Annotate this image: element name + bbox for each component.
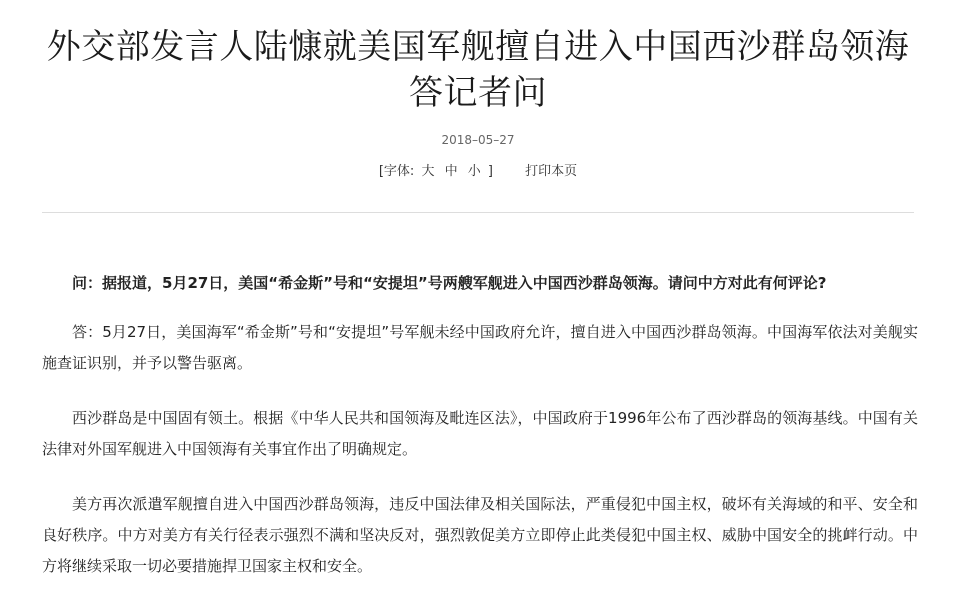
article-title: 外交部发言人陆慷就美国军舰擅自进入中国西沙群岛领海答记者问 [46,27,910,113]
body-paragraph: 西沙群岛是中国固有领土。根据《中华人民共和国领海及毗连区法》，中国政府于1996年公布了西沙群岛的领海基线。中国有关法律对外国军舰进入中国领海有关事宜作出了明确规定。 [42,409,918,458]
font-size-small-link[interactable]: 小 [467,164,481,179]
font-size-large-link[interactable]: 大 [421,164,435,179]
font-size-prefix: [字体: [378,164,415,179]
font-size-medium-link[interactable]: 中 [444,164,458,179]
article-body [42,268,918,606]
font-size-suffix: ] [487,164,493,179]
publish-date: 2018–05–27 [441,133,515,147]
article-tools [0,160,956,179]
print-page-link[interactable]: 打印本页 [525,164,578,179]
header-divider [42,212,914,213]
question-paragraph: 问：据报道，5月27日，美国“希金斯”号和“安提坦”号两艘军舰进入中国西沙群岛领海。请问中方对此有何评论? [72,274,827,292]
answer-paragraph: 答：5月27日，美国海军“希金斯”号和“安提坦”号军舰未经中国政府允许，擅自进入中国西沙群岛领海。中国海军依法对美舰实施查证识别，并予以警告驱离。 [42,323,918,372]
body-paragraph: 美方再次派遣军舰擅自进入中国西沙群岛领海，违反中国法律及相关国际法，严重侵犯中国主权，破坏有关海域的和平、安全和良好秩序。中方对美方有关行径表示强烈不满和坚决反对，强烈敦促美方立即停止此类侵犯中国主权、威胁中国安全的挑衅行动。中方将继续采取一切必要措施捍卫国家主权和安全。 [42,495,918,575]
